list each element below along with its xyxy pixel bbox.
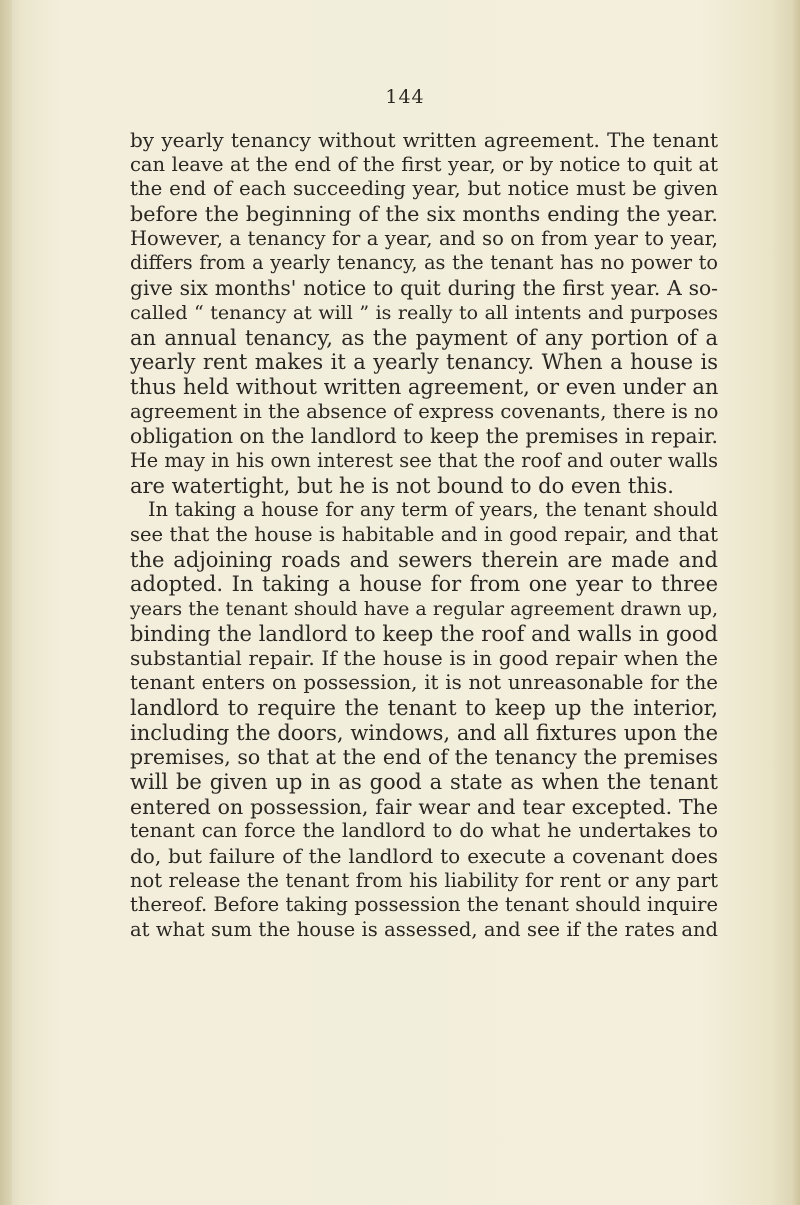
page-left-edge xyxy=(0,0,12,1205)
text-line: before the beginning of the six months ending the year. xyxy=(130,202,718,227)
text-line: years the tenant should have a regular agreement drawn up, xyxy=(130,598,718,621)
text-line: thus held without written agreement, or even under an xyxy=(130,374,719,399)
text-line: do, but failure of the landlord to execute a covenant does xyxy=(130,843,718,868)
text-line: substantial repair. If the house is in good repair when the xyxy=(130,646,718,671)
text-line: the adjoining roads and sewers therein are made and xyxy=(130,547,718,572)
text-line: premises, so that at the end of the tenancy the premises xyxy=(130,745,718,770)
text-line: see that the house is habitable and in good repair, and that xyxy=(130,523,718,546)
text-line: entered on possession, fair wear and tear excepted. The xyxy=(130,794,718,819)
text-line: obligation on the landlord to keep the premises in repair. xyxy=(130,424,718,449)
text-line: give six months' notice to quit during the first year. A so- xyxy=(130,276,718,301)
body-text xyxy=(130,128,718,943)
text-line: by yearly tenancy without written agreement. The tenant xyxy=(130,128,718,152)
text-line: thereof. Before taking possession the tenant should inquire xyxy=(130,893,718,917)
text-line: yearly rent makes it a yearly tenancy. When a house is xyxy=(130,350,718,375)
text-line: binding the landlord to keep the roof and walls in good xyxy=(130,621,718,646)
page-right-edge xyxy=(790,0,800,1205)
text-line: are watertight, but he is not bound to do even this. xyxy=(130,473,674,498)
text-line: called “ tenancy at will ” is really to all intents and purposes xyxy=(130,301,718,324)
text-line: agreement in the absence of express covenants, there is no xyxy=(130,399,719,423)
text-line: an annual tenancy, as the payment of any portion of a xyxy=(130,325,718,350)
text-line: including the doors, windows, and all fixtures upon the xyxy=(130,720,718,745)
text-line: not release the tenant from his liability for rent or any part xyxy=(130,868,718,892)
text-line: He may in his own interest see that the roof and outer walls xyxy=(130,448,718,472)
text-line: However, a tenancy for a year, and so on from year to year, xyxy=(130,226,718,250)
text-line: will be given up in as good a state as when the tenant xyxy=(130,769,718,794)
text-line: adopted. In taking a house for from one year to three xyxy=(130,572,718,597)
text-line: the end of each succeeding year, but notice must be given xyxy=(130,177,718,201)
text-line: tenant can force the landlord to do what he undertakes to xyxy=(130,819,718,843)
text-line: tenant enters on possession, it is not unreasonable for the xyxy=(130,671,718,695)
text-line: landlord to require the tenant to keep up the interior, xyxy=(130,695,718,720)
page-number: 144 xyxy=(385,86,425,108)
text-line: In taking a house for any term of years, the tenant should xyxy=(148,498,718,522)
text-line: can leave at the end of the first year, or by notice to quit at xyxy=(130,152,718,176)
text-line: at what sum the house is assessed, and see if the rates and xyxy=(130,918,718,941)
text-line: differs from a yearly tenancy, as the tenant has no power to xyxy=(130,251,718,275)
